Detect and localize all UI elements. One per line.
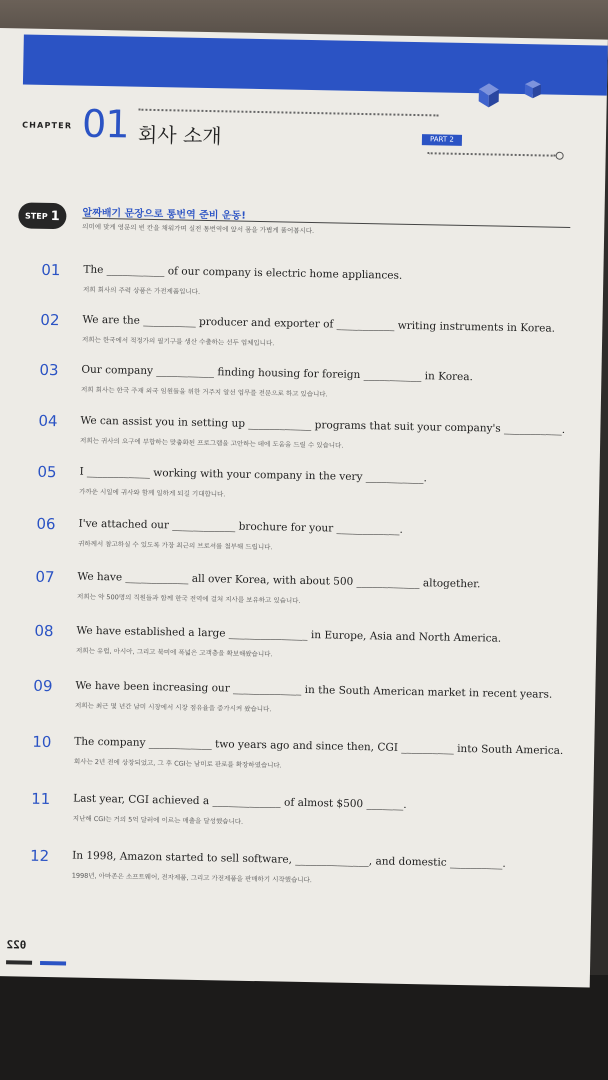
footer-bar-blue	[40, 961, 66, 965]
item-english: Last year, CGI achieved a _____________ of almost $500 _______.	[73, 792, 407, 811]
item-number: 04	[38, 411, 58, 431]
item-number: 07	[35, 567, 55, 587]
exercise-item	[0, 732, 594, 784]
exercise-item	[0, 411, 601, 463]
step-label: STEP	[25, 211, 48, 221]
exercise-item	[0, 310, 602, 362]
item-korean: 저희 회사의 주력 상품은 가전제품입니다.	[82, 285, 201, 296]
item-english: We are the __________ producer and exporter of ___________ writing instruments in Korea.	[82, 313, 556, 335]
item-number: 05	[37, 462, 57, 482]
item-korean: 1998년, 아마존은 소프트웨어, 전자제품, 그리고 가전제품을 판매하기 시작했습니다.	[71, 871, 312, 885]
item-number: 10	[32, 732, 52, 752]
step-subtitle: 의미에 맞게 영문의 빈 칸을 채워가며 실전 통번역에 앞서 몸을 가볍게 풀어봅시다.	[82, 222, 315, 236]
item-number: 08	[34, 621, 54, 641]
book-page	[0, 28, 608, 987]
step-badge	[18, 202, 66, 229]
item-number: 11	[31, 789, 51, 809]
item-korean: 저희는 최근 몇 년간 남미 시장에서 시장 점유율을 증가시켜 왔습니다.	[74, 701, 272, 714]
item-korean: 지난해 CGI는 거의 5억 달러에 이르는 매출을 달성했습니다.	[72, 814, 244, 826]
exercise-item	[0, 462, 600, 514]
chapter-title: 회사 소개	[137, 122, 222, 149]
part-tag: PART 2	[422, 134, 462, 146]
circle-end-icon	[556, 152, 564, 160]
item-korean: 회사는 2년 전에 상장되었고, 그 후 CGI는 남미로 판로를 확장하였습니다.	[73, 757, 282, 770]
item-english: I ____________ working with your company in the very ___________.	[79, 465, 427, 485]
exercise-item	[0, 260, 603, 312]
item-korean: 저희는 유럽, 아시아, 그리고 북미에 폭넓은 고객층을 확보해왔습니다.	[75, 646, 273, 659]
chapter-number: 01	[81, 101, 129, 147]
exercise-item	[0, 846, 592, 898]
exercise-item	[0, 514, 599, 566]
exercise-item	[0, 789, 593, 841]
item-number: 09	[33, 676, 53, 696]
background-bottom	[0, 975, 608, 1080]
item-korean: 저희는 한국에서 적정가의 필기구를 생산 수출하는 선두 업체입니다.	[81, 335, 275, 348]
item-korean: 귀하께서 참고하실 수 있도록 가장 최근의 브로셔를 첨부해 드립니다.	[78, 539, 273, 552]
item-english: I've attached our ____________ brochure for your ____________.	[78, 517, 404, 536]
exercise-item	[0, 360, 602, 412]
exercise-item	[0, 567, 598, 619]
item-english: Our company ___________ finding housing for foreign ___________ in Korea.	[81, 363, 474, 384]
item-english: We can assist you in setting up ____________ programs that suit your company's ___________.	[80, 414, 566, 436]
step-number: 1	[50, 208, 60, 224]
item-english: The ___________ of our company is electric home appliances.	[83, 263, 403, 282]
item-number: 01	[41, 260, 61, 280]
step-title: 알짜배기 문장으로 통번역 준비 운동!	[82, 207, 246, 222]
chapter-label: CHAPTER	[22, 120, 73, 131]
item-korean: 저희는 귀사의 요구에 부합하는 맞춤화된 프로그램을 고안하는 데에 도움을 드릴 수 있습니다.	[80, 436, 344, 450]
item-korean: 저희 회사는 한국 주재 외국 임원들을 위한 거주지 알선 업무를 전문으로 하고 있습니다.	[80, 385, 328, 399]
dotted-divider	[428, 152, 556, 156]
cube-decoration-icon	[468, 79, 559, 121]
footer-bar-dark	[6, 960, 32, 964]
item-english: We have been increasing our _____________ in the South American market in recent years.	[75, 679, 553, 701]
dotted-divider	[138, 109, 438, 117]
exercise-item	[0, 676, 595, 728]
item-korean: 가까운 시일에 귀사와 함께 일하게 되길 기대합니다.	[79, 487, 226, 499]
item-number: 06	[36, 514, 56, 534]
item-number: 02	[40, 310, 60, 330]
item-korean: 저희는 약 500명의 직원들과 함께 한국 전역에 걸쳐 지사를 보유하고 있습니다.	[77, 592, 301, 605]
item-english: We have ____________ all over Korea, with about 500 ____________ altogether.	[77, 570, 481, 591]
item-english: In 1998, Amazon started to sell software, ______________, and domestic __________.	[72, 849, 506, 870]
item-number: 12	[29, 846, 50, 866]
item-english: We have established a large _______________ in Europe, Asia and North America.	[76, 624, 502, 645]
page-number: 022	[6, 938, 27, 952]
item-number: 03	[39, 360, 59, 380]
exercise-item	[0, 621, 597, 673]
item-english: The company ____________ two years ago and since then, CGI __________ into South America.	[74, 735, 564, 757]
